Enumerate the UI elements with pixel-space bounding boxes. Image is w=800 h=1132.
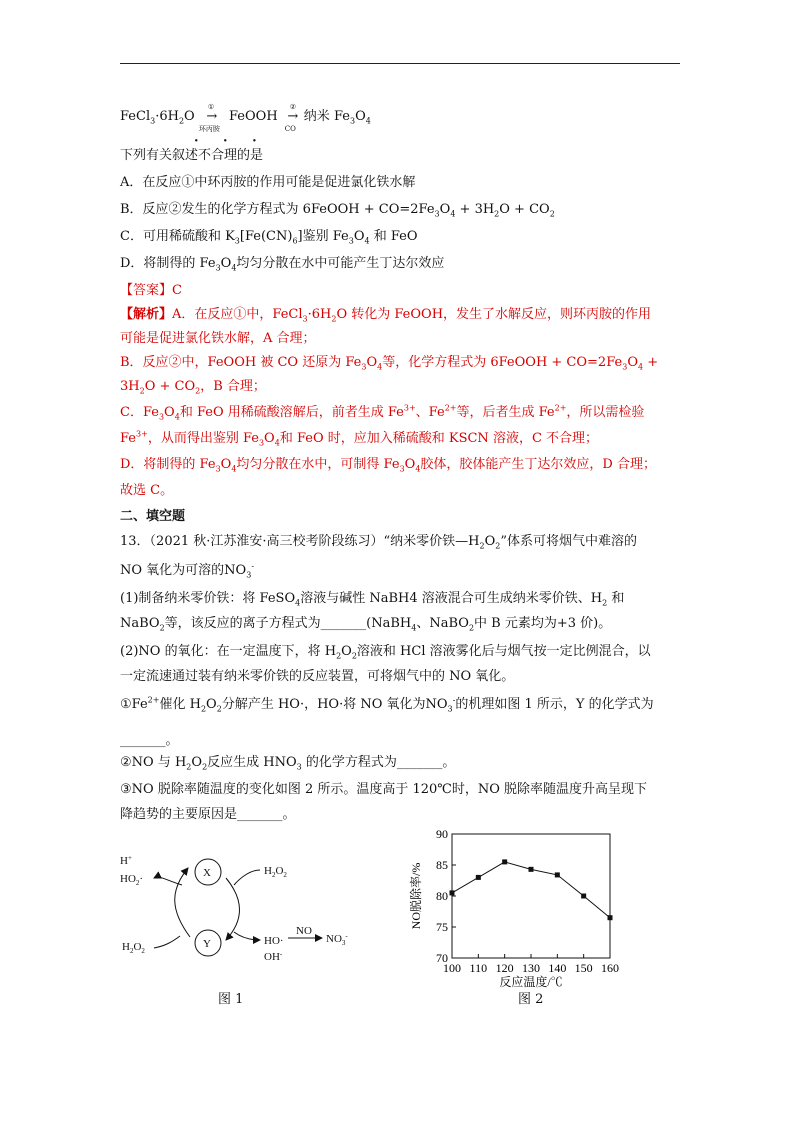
- chart-x-tick-label: 140: [548, 961, 567, 975]
- chart-plot-frame: [452, 834, 610, 958]
- right-in-arrow: [234, 870, 260, 885]
- part2-q1-line-2: _______。: [120, 733, 179, 748]
- chart-x-tick-label: 130: [522, 961, 540, 975]
- left-in-arrow: [154, 936, 180, 948]
- analysis-line-2: 可能是促进氯化铁水解，A 合理；: [120, 331, 316, 346]
- analysis-line-8: 故选 C。: [120, 483, 174, 498]
- figure2-chart: [400, 822, 640, 994]
- chart-y-axis-label: NO脱除率/%: [409, 862, 423, 930]
- arrow-step1: ① → 环丙胺: [198, 103, 220, 133]
- no-reagent-label: NO: [296, 925, 312, 937]
- reaction-scheme: $FeCl_3\cdot 6H_2O$ ① → 环丙胺 FeOOH ② → CO 纳米 $Fe_3O_4$: [120, 103, 371, 133]
- part2-q2-line: ②NO 与 $H_2O_2$反应生成 $HNO_3$ 的化学方程式为_______。: [120, 755, 456, 772]
- chart-data-point: [450, 890, 455, 895]
- part1-line-2: NaBO$_2$等，该反应的离子方程式为_______(NaBH$_4$、NaBO$_2$中 B 元素均为+3 价)。: [120, 616, 612, 633]
- part2-line-1: (2)NO 的氧化：在一定温度下，将 $H_2O_2$溶液和 HCl 溶液雾化后与烟气按一定比例混合，以: [120, 644, 651, 661]
- chart-y-tick-label: 75: [436, 920, 448, 934]
- analysis-line-5: C．$Fe_3O_4$和 FeO 用稀硫酸溶解后，前者生成 $Fe^{3+}$、$Fe^{2+}$等，后者生成 $Fe^{2+}$，所以需检验: [120, 403, 645, 422]
- q13-line-1: 13．（2021 秋·江苏淮安·高三校考阶段练习）“纳米零价铁$—H_2O_2$”体系可将烟气中难溶的: [120, 534, 638, 551]
- chart-data-point: [608, 915, 613, 920]
- right-out-arrow: [234, 932, 260, 940]
- right-cycle-arrow: [226, 878, 240, 940]
- left-out-arrow: [154, 877, 182, 885]
- chart-x-tick-label: 110: [469, 961, 488, 975]
- option-b: B．反应②发生的化学方程式为 6FeOOH + $CO=2Fe_3O_4 + 3H_2O + CO_2$: [120, 202, 555, 219]
- species-y-label: Y: [203, 938, 211, 950]
- chart-y-tick-label: 80: [436, 889, 448, 903]
- question-stem: 下列有关叙述不合理的是: [120, 148, 264, 163]
- h2o2-bottom-label: $H_2O_2$: [122, 941, 145, 955]
- emphasis-dots: · · ·: [194, 134, 267, 149]
- figure1-diagram: [110, 840, 370, 980]
- chart-x-tick-label: 100: [443, 961, 461, 975]
- part2-line-2: 一定流速通过装有纳米零价铁的反应装置，可将烟气中的 NO 氧化。: [120, 669, 515, 684]
- ho-radical-label: HO·: [264, 935, 284, 947]
- option-d: D．将制得的 $Fe_3O_4$均匀分散在水中可能产生丁达尔效应: [120, 256, 445, 273]
- option-c: C．可用稀硫酸和 $K_3[Fe(CN)_6]$鉴别 $Fe_3O_4$ 和 FeO: [120, 229, 418, 246]
- no3-product-label: $NO_3^-$: [326, 932, 348, 947]
- h-plus-label: H+: [120, 854, 132, 867]
- analysis-line-6: $Fe^{3+}$，从而得出鉴别 $Fe_3O_4$和 FeO 时，应加入稀硫酸和 KSCN 溶液，C 不合理；: [120, 429, 599, 448]
- chart-data-point: [476, 875, 481, 880]
- analysis-line-7: D．将制得的 $Fe_3O_4$均匀分散在水中，可制得 $Fe_3O_4$胶体，胶体能产生丁达尔效应，D 合理；: [120, 457, 656, 474]
- oh-minus-label: OH-: [264, 950, 283, 963]
- chart-data-point: [529, 867, 534, 872]
- option-a: A．在反应①中环丙胺的作用可能是促进氯化铁水解: [120, 175, 416, 190]
- figure2-caption: 图 2: [518, 992, 544, 1007]
- chart-data-point: [502, 859, 507, 864]
- chart-y-tick-label: 85: [436, 858, 448, 872]
- left-cycle-arrow: [175, 868, 190, 937]
- h2o2-top-label: $H_2O_2$: [264, 865, 287, 879]
- part2-q3-line-1: ③NO 脱除率随温度的变化如图 2 所示。温度高于 120℃时，NO 脱除率随温度升高呈现下: [120, 782, 648, 797]
- chart-y-tick-label: 70: [436, 951, 448, 965]
- chart-y-tick-label: 90: [436, 827, 448, 841]
- answer-line: 【答案】C: [120, 283, 182, 298]
- chart-x-axis-label: 反应温度/℃: [499, 975, 563, 989]
- chart-data-point: [581, 894, 586, 899]
- analysis-line-3: B．反应②中，FeOOH 被 CO 还原为 $Fe_3O_4$等，化学方程式为 6FeOOH + $CO=2Fe_3O_4$ +: [120, 355, 659, 372]
- analysis-line-1: 【解析】A．在反应①中，$FeCl_3\cdot 6H_2O$ 转化为 FeOOH，发生了水解反应，则环丙胺的作用: [120, 307, 652, 324]
- species-x-label: X: [203, 867, 211, 879]
- figure1-caption: 图 1: [218, 992, 244, 1007]
- part1-line-1: (1)制备纳米零价铁：将 FeSO$_4$溶液与碱性 NaBH4 溶液混合可生成纳米零价铁、$H_2$ 和: [120, 591, 625, 608]
- chart-data-point: [555, 872, 560, 877]
- part2-q3-line-2: 降趋势的主要原因是_______。: [120, 807, 296, 822]
- chart-x-tick-label: 150: [574, 961, 593, 975]
- q13-line-2: NO 氧化为可溶的$NO_3^-$: [120, 561, 255, 580]
- header-rule: [120, 63, 680, 64]
- ho2-radical-label: $HO_2\cdot$: [120, 873, 144, 887]
- chart-x-tick-label: 120: [495, 961, 514, 975]
- arrow-step2: ② → CO: [284, 103, 299, 133]
- part2-q1-line-1: $①Fe^{2+}$催化 $H_2O_2$分解产生 HO·，HO·将 NO 氧化为$NO_3^-$的机理如图 1 所示，Y 的化学式为: [120, 695, 654, 714]
- section-heading: 二、填空题: [120, 509, 186, 524]
- chart-x-tick-label: 160: [601, 961, 619, 975]
- analysis-line-4: $3H_2O + CO_2$，B 合理；: [120, 379, 266, 396]
